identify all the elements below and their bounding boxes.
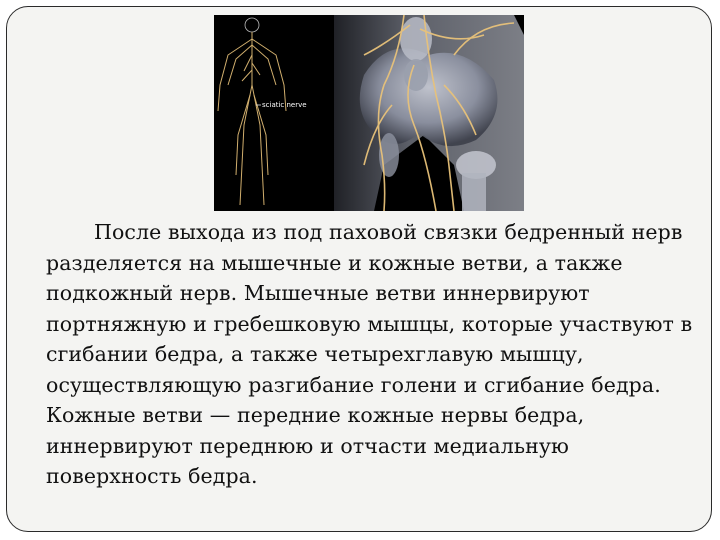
anatomy-illustration [214, 15, 524, 211]
nerve-anatomy-image [214, 15, 524, 211]
sciatic-nerve-label: sciatic nerve [262, 101, 307, 109]
body-paragraph: После выхода из под паховой связки бедренный нерв разделяется на мышечные и кожные ветви, а также подкожный нерв. Мышечные ветви иннервируют портняжную и гребешковую мышцы, которые участвуют в сгибании бедра, а также четырехглавую мышцу, осуществляющую разгибание голени и сгибание бедра. Кожные ветви — передние кожные нервы бедра, иннервируют переднюю и отчасти медиальную поверхность бедра. [46, 220, 693, 488]
